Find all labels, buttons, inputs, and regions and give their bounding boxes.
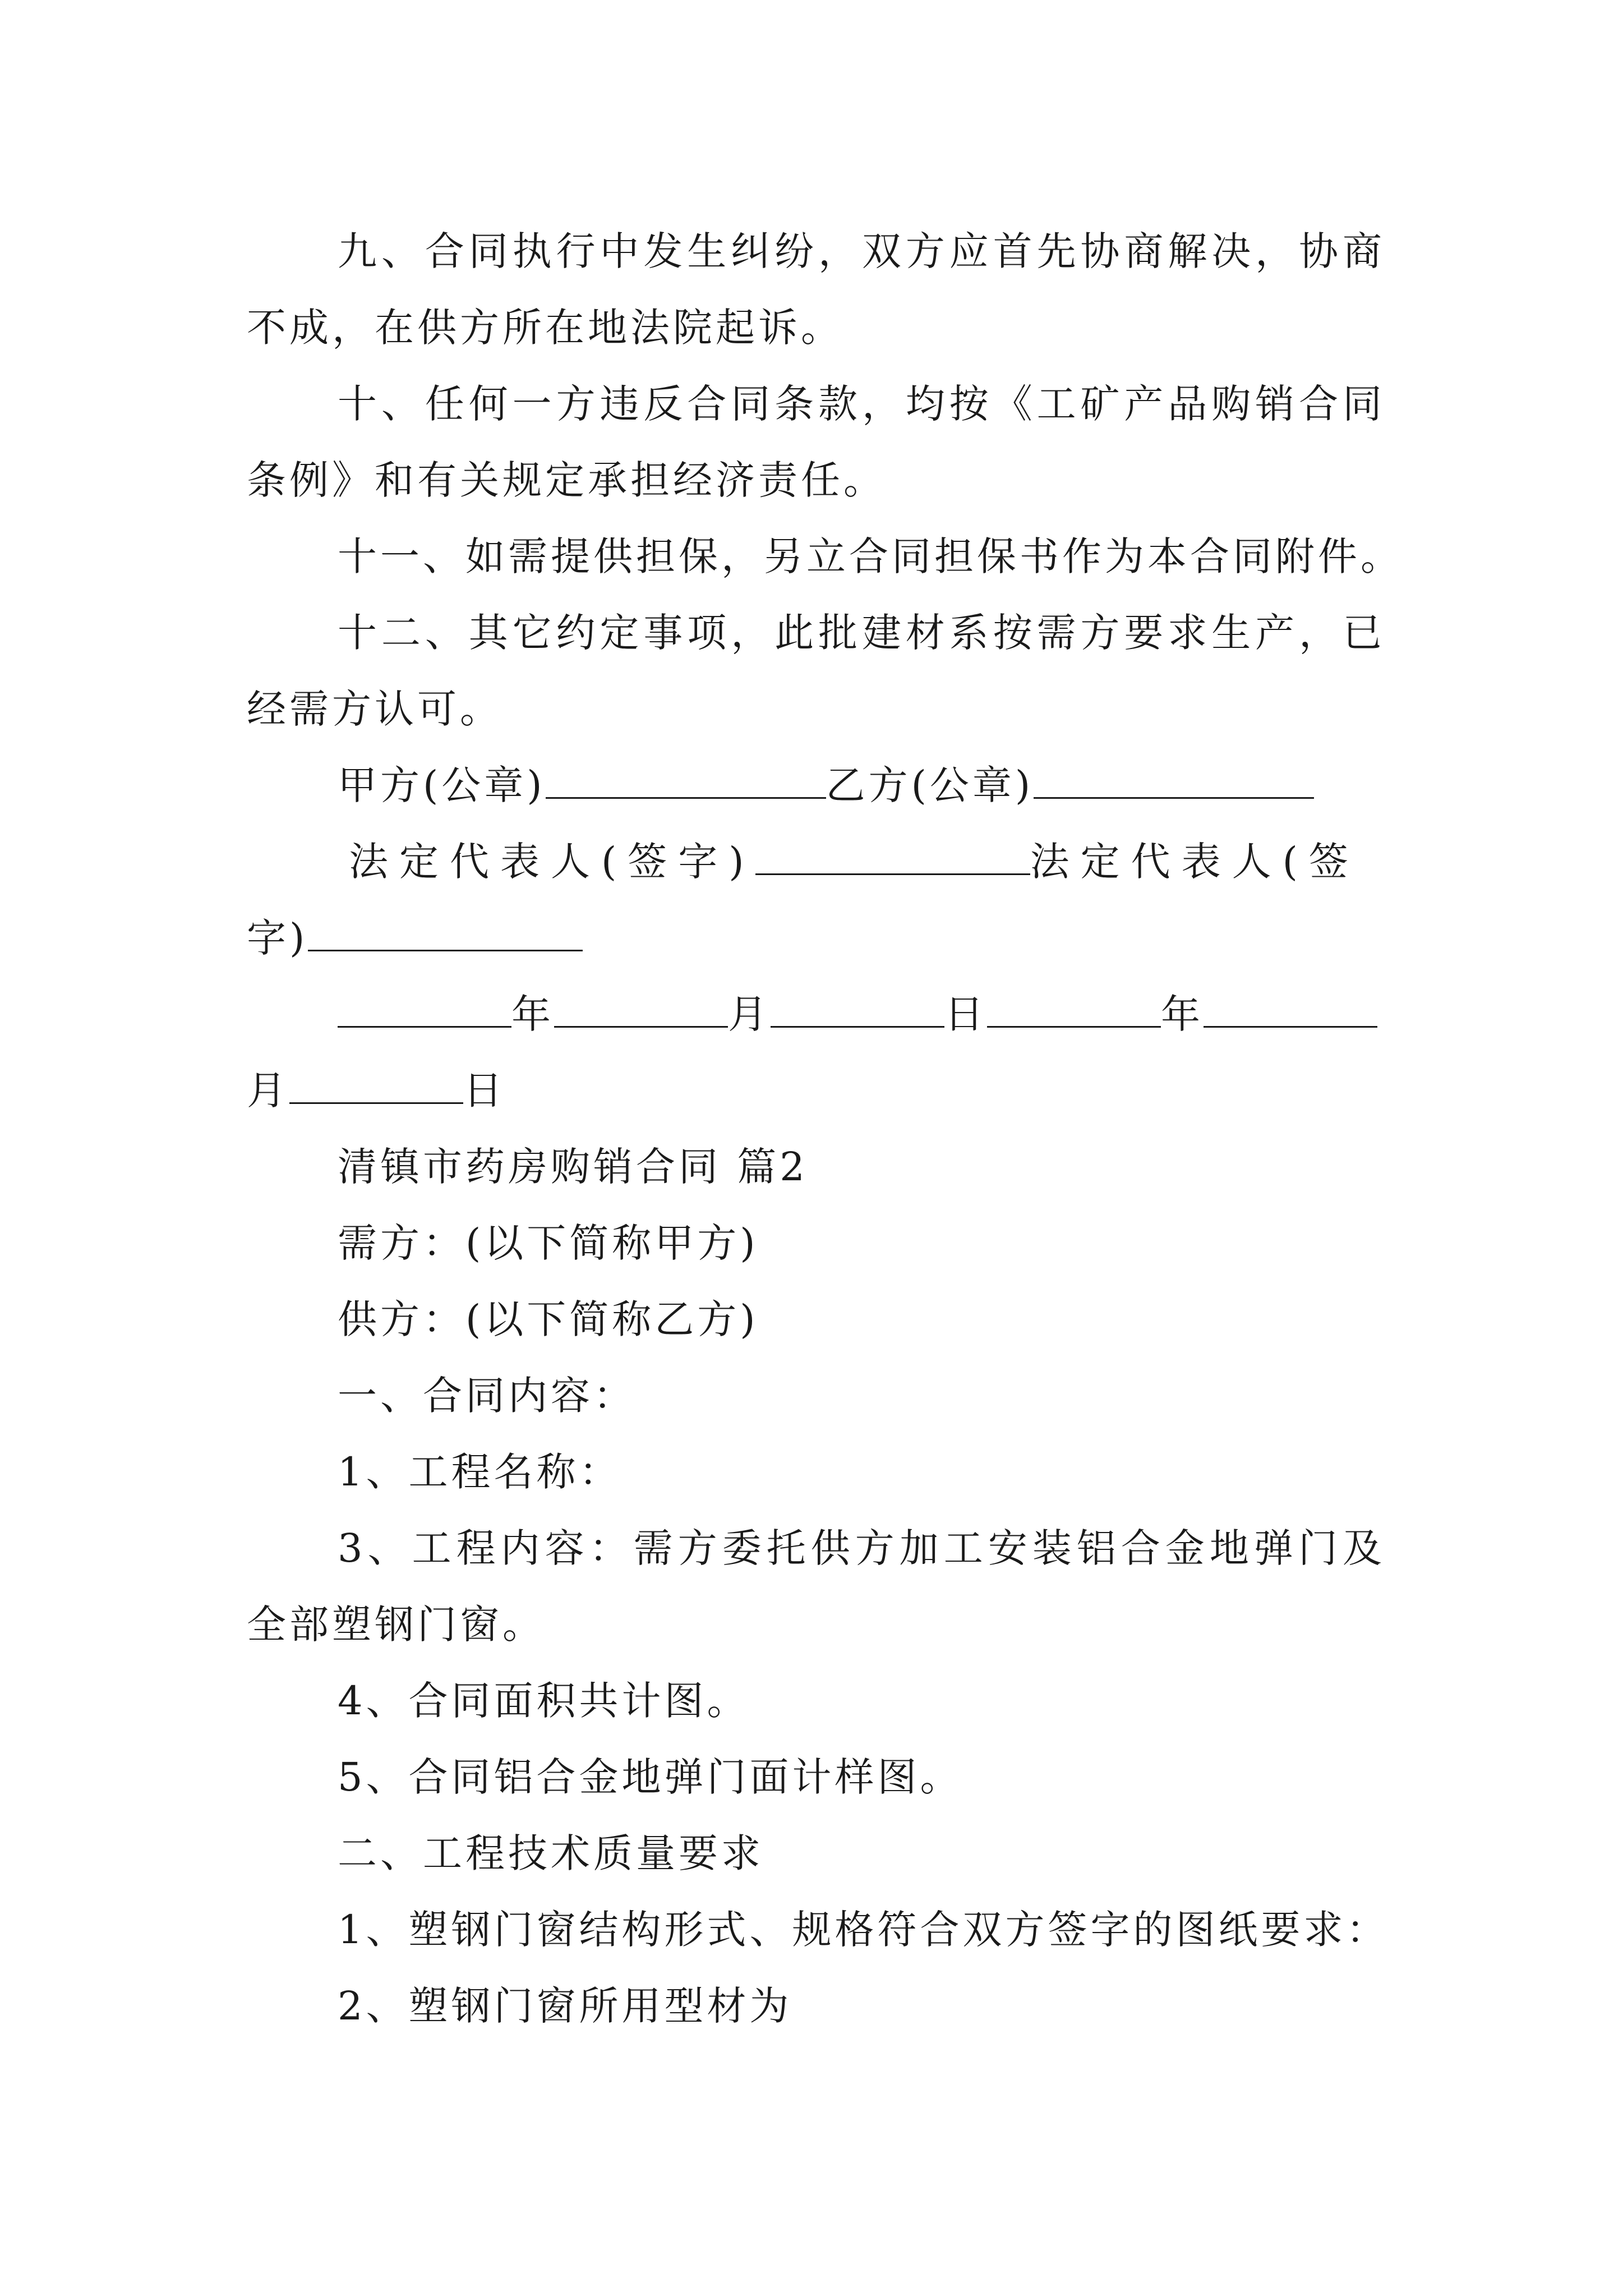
year-b-label: 年: [1161, 991, 1204, 1037]
rep-a-label: 法定代表人(签字): [349, 839, 755, 885]
rep-b-blank[interactable]: [308, 916, 583, 951]
date-line-1: [247, 976, 1385, 1052]
clause-11-line-1: 十一、如需提供担保，另立合同担保书作为本合同附件。: [338, 533, 1403, 579]
item-3-line-2: 全部塑钢门窗。: [247, 1602, 545, 1648]
party-a-seal-blank[interactable]: [546, 763, 826, 799]
supplier-line: 供方：(以下简称乙方): [338, 1296, 759, 1342]
heading-technical-quality: 二、工程技术质量要求: [338, 1830, 764, 1876]
clause-12-line-1: 十二、其它约定事项，此批建材系按需方要求生产，已: [338, 610, 1385, 656]
buyer-line: 需方：(以下简称甲方): [338, 1220, 759, 1266]
month-a-label: 月: [728, 991, 771, 1037]
date-line-2: [247, 1052, 1385, 1129]
heading-contract-content: 一、合同内容：: [338, 1373, 636, 1419]
rep-b-label-part2: 字): [247, 915, 308, 961]
month-b-label: 月: [247, 1068, 289, 1114]
requirement-2: 2、塑钢门窗所用型材为: [338, 1983, 792, 2029]
year-b-blank[interactable]: [987, 992, 1161, 1028]
item-5: 5、合同铝合金地弹门面计样图。: [338, 1754, 963, 1800]
party-b-seal-label: 乙方(公章): [826, 762, 1034, 808]
rep-b-label-part1: 法定代表人(签: [1030, 839, 1359, 885]
month-b-blank-part[interactable]: [1204, 992, 1377, 1028]
party-a-seal-label: 甲方(公章): [338, 762, 546, 808]
clause-9-line-2: 不成，在供方所在地法院起诉。: [247, 305, 843, 351]
seal-line: [247, 747, 1385, 823]
item-4: 4、合同面积共计图。: [338, 1678, 750, 1724]
item-3-line-1: 3、工程内容：需方委托供方加工安装铝合金地弹门及: [338, 1525, 1385, 1571]
document-body: [247, 213, 1403, 2044]
representative-line-1: [247, 823, 1385, 900]
party-b-seal-blank[interactable]: [1034, 763, 1314, 799]
section-2-title: 清镇市药房购销合同 篇2: [338, 1144, 808, 1190]
month-a-blank[interactable]: [554, 992, 728, 1028]
item-1-project-name: 1、工程名称：: [338, 1449, 622, 1495]
representative-line-2: [247, 900, 1385, 976]
clause-9-line-1: 九、合同执行中发生纠纷，双方应首先协商解决，协商: [338, 228, 1385, 274]
day-b-label: 日: [463, 1068, 506, 1114]
requirement-1: 1、塑钢门窗结构形式、规格符合双方签字的图纸要求：: [338, 1907, 1389, 1953]
year-a-blank[interactable]: [338, 992, 511, 1028]
day-a-blank[interactable]: [771, 992, 944, 1028]
rep-a-blank[interactable]: [755, 840, 1030, 875]
clause-12-line-2: 经需方认可。: [247, 686, 502, 732]
clause-10-line-2: 条例》和有关规定承担经济责任。: [247, 457, 886, 503]
year-a-label: 年: [511, 991, 554, 1037]
clause-10-line-1: 十、任何一方违反合同条款，均按《工矿产品购销合同: [338, 381, 1385, 427]
day-a-label: 日: [944, 991, 987, 1037]
day-b-blank[interactable]: [289, 1069, 463, 1104]
